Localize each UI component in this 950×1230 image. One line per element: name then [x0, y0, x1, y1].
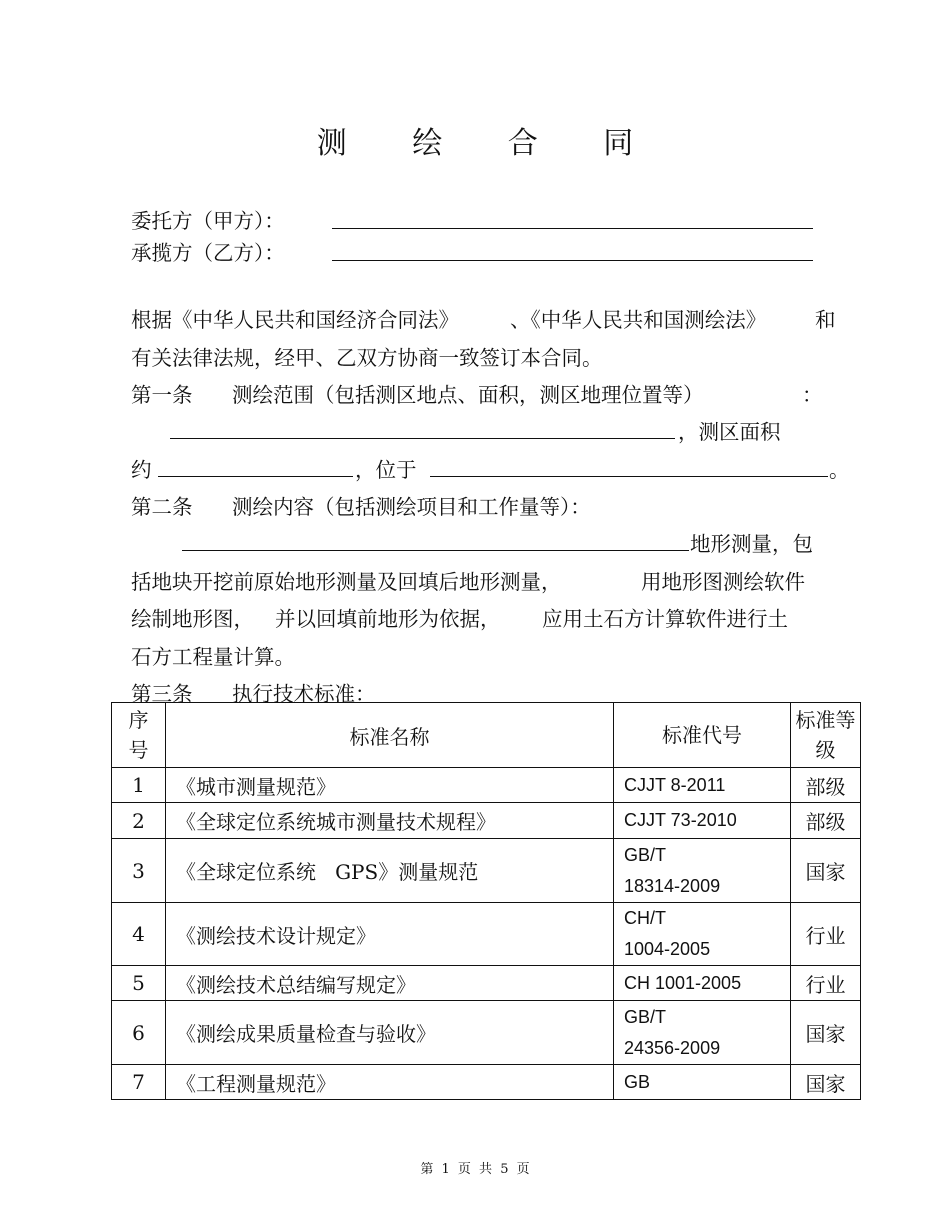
article-1-heading: 第一条	[131, 383, 193, 407]
row-no: 2	[112, 803, 166, 839]
row-name: 《全球定位系统 GPS》测量规范	[166, 839, 614, 903]
header-no: 序 号	[112, 703, 166, 768]
table-row	[112, 1065, 861, 1100]
article-2-line-2a: 括地块开挖前原始地形测量及回填后地形测量，	[131, 570, 562, 594]
row-level: 行业	[791, 903, 861, 966]
row-level: 国家	[791, 1065, 861, 1100]
row-code: GB/T 24356-2009	[614, 1001, 791, 1065]
table-row	[112, 803, 861, 839]
row-level: 国家	[791, 1001, 861, 1065]
row-code: CJJT 8-2011	[614, 768, 791, 803]
preamble-law-1: 根据《中华人民共和国经济合同法》	[131, 308, 459, 332]
row-level: 国家	[791, 839, 861, 903]
row-no: 5	[112, 966, 166, 1001]
row-level: 部级	[791, 803, 861, 839]
row-code: GB/T 18314-2009	[614, 839, 791, 903]
header-code: 标准代号	[614, 703, 791, 768]
preamble-and: 和	[815, 308, 836, 332]
table-header-row	[112, 703, 861, 768]
approx-label: 约	[131, 458, 152, 482]
article-1-text: 测绘范围（包括测区地点、面积，测区地理位置等）	[232, 383, 704, 407]
row-name: 《测绘成果质量检查与验收》	[166, 1001, 614, 1065]
row-name: 《测绘技术设计规定》	[166, 903, 614, 966]
article-3-text: 执行技术标准：	[232, 682, 376, 706]
article-3-heading: 第三条	[131, 682, 193, 706]
client-label: 委托方（甲方）：	[131, 209, 285, 233]
article-1-end: 。	[829, 458, 850, 482]
standards-table	[111, 702, 861, 1100]
survey-content-blank-line[interactable]	[182, 550, 689, 551]
article-2-text: 测绘内容（包括测绘项目和工作量等）：	[232, 495, 591, 519]
row-level: 部级	[791, 768, 861, 803]
article-2-line-2b: 用地形图测绘软件	[641, 570, 805, 594]
row-level: 行业	[791, 966, 861, 1001]
row-name: 《工程测量规范》	[166, 1065, 614, 1100]
survey-area-label: ，测区面积	[678, 420, 781, 444]
preamble-law-2: 、《中华人民共和国测绘法》	[510, 308, 767, 332]
header-level: 标准等 级	[791, 703, 861, 768]
row-code: CJJT 73-2010	[614, 803, 791, 839]
header-name: 标准名称	[166, 703, 614, 768]
row-no: 3	[112, 839, 166, 903]
document-title: 测 绘 合 同	[316, 126, 662, 161]
table-row	[112, 839, 861, 903]
row-name: 《测绘技术总结编写规定》	[166, 966, 614, 1001]
row-no: 6	[112, 1001, 166, 1065]
location-blank-line[interactable]	[430, 476, 828, 477]
contractor-label: 承揽方（乙方）：	[131, 241, 285, 265]
client-blank-line[interactable]	[332, 228, 813, 229]
row-no: 4	[112, 903, 166, 966]
table-row	[112, 1001, 861, 1065]
row-code: CH 1001-2005	[614, 966, 791, 1001]
article-1-colon: ：	[802, 383, 823, 407]
area-blank-line[interactable]	[158, 476, 353, 477]
survey-scope-blank-line[interactable]	[170, 438, 675, 439]
contractor-blank-line[interactable]	[332, 260, 813, 261]
row-name: 《全球定位系统城市测量技术规程》	[166, 803, 614, 839]
article-2-line-1-suffix: 地形测量，包	[690, 532, 813, 556]
row-code: CH/T 1004-2005	[614, 903, 791, 966]
article-2-line-3b: 并以回填前地形为依据，	[275, 607, 501, 631]
table-row	[112, 903, 861, 966]
row-name: 《城市测量规范》	[166, 768, 614, 803]
located-at-label: ，位于	[355, 458, 417, 482]
article-2-line-3c: 应用土石方计算软件进行土	[542, 607, 788, 631]
row-no: 1	[112, 768, 166, 803]
preamble-line-2: 有关法律法规，经甲、乙双方协商一致签订本合同。	[131, 346, 603, 370]
article-2-heading: 第二条	[131, 495, 193, 519]
row-code: GB	[614, 1065, 791, 1100]
table-row	[112, 768, 861, 803]
row-no: 7	[112, 1065, 166, 1100]
article-2-line-3a: 绘制地形图，	[131, 607, 254, 631]
table-row	[112, 966, 861, 1001]
article-2-line-4: 石方工程量计算。	[131, 645, 295, 669]
page-footer: 第 1 页 共 5 页	[420, 1162, 530, 1177]
